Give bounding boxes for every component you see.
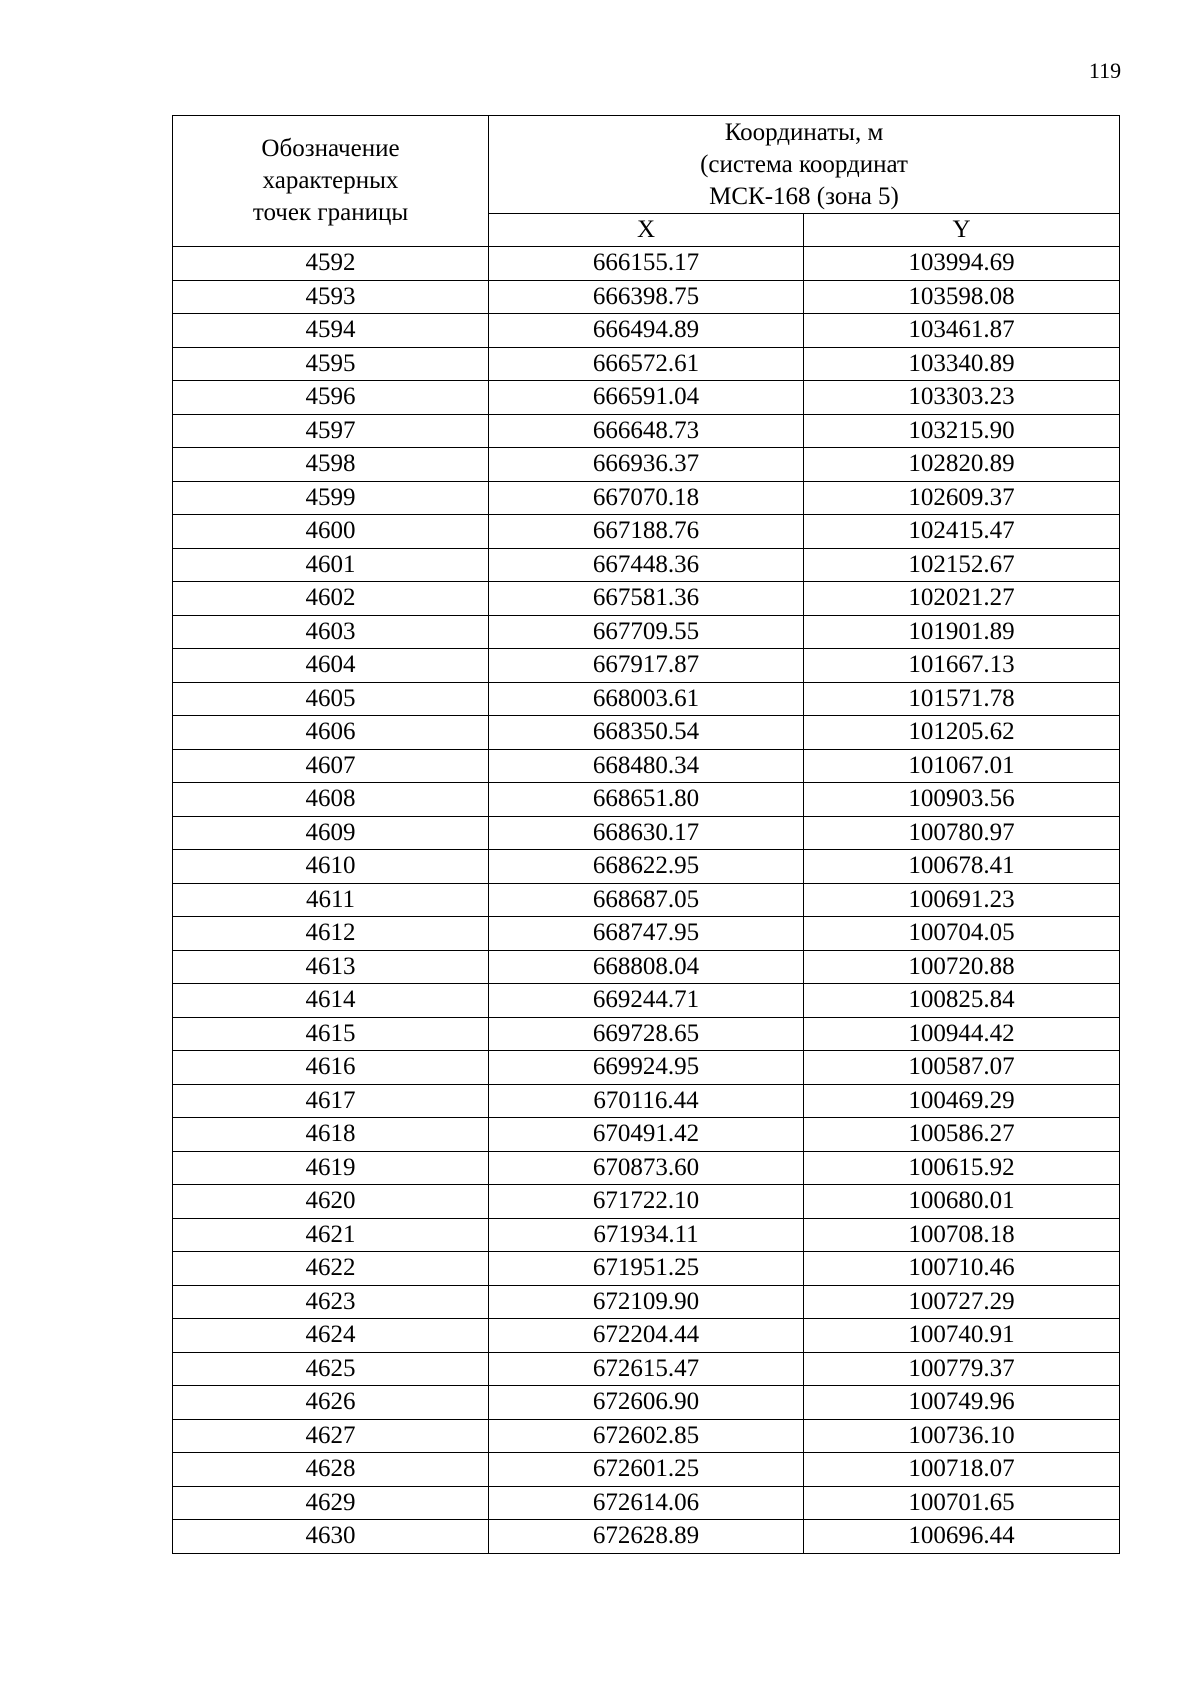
point-cell: 4609 (173, 816, 489, 850)
point-cell: 4598 (173, 448, 489, 482)
table-row (173, 1352, 1120, 1386)
x-coordinate-cell: 668747.95 (489, 917, 804, 951)
y-coordinate-cell: 100680.01 (804, 1185, 1120, 1219)
x-coordinate-cell: 668003.61 (489, 682, 804, 716)
point-cell: 4593 (173, 280, 489, 314)
table-row (173, 1051, 1120, 1085)
point-cell: 4627 (173, 1419, 489, 1453)
x-coordinate-cell: 666648.73 (489, 414, 804, 448)
point-cell: 4601 (173, 548, 489, 582)
y-coordinate-cell: 101901.89 (804, 615, 1120, 649)
y-coordinate-cell: 101667.13 (804, 649, 1120, 683)
x-coordinate-cell: 668622.95 (489, 850, 804, 884)
table-row (173, 1419, 1120, 1453)
x-coordinate-cell: 670116.44 (489, 1084, 804, 1118)
y-coordinate-cell: 100944.42 (804, 1017, 1120, 1051)
table-row (173, 1084, 1120, 1118)
x-coordinate-cell: 667188.76 (489, 515, 804, 549)
x-coordinate-cell: 668480.34 (489, 749, 804, 783)
y-coordinate-cell: 103994.69 (804, 247, 1120, 281)
point-cell: 4603 (173, 615, 489, 649)
table-row (173, 749, 1120, 783)
point-cell: 4604 (173, 649, 489, 683)
table-row (173, 1185, 1120, 1219)
x-coordinate-cell: 670491.42 (489, 1118, 804, 1152)
x-coordinate-cell: 672628.89 (489, 1520, 804, 1554)
x-column-header: X (489, 214, 804, 247)
point-cell: 4619 (173, 1151, 489, 1185)
point-cell: 4607 (173, 749, 489, 783)
table-row (173, 481, 1120, 515)
y-coordinate-cell: 103598.08 (804, 280, 1120, 314)
y-coordinate-cell: 102609.37 (804, 481, 1120, 515)
y-coordinate-cell: 100780.97 (804, 816, 1120, 850)
y-coordinate-cell: 100469.29 (804, 1084, 1120, 1118)
table-row (173, 682, 1120, 716)
y-coordinate-cell: 100720.88 (804, 950, 1120, 984)
coords-header-line-1: Координаты, м (724, 118, 884, 146)
point-header-line-1: Обозначение (261, 135, 400, 162)
point-cell: 4606 (173, 716, 489, 750)
y-coordinate-cell: 102820.89 (804, 448, 1120, 482)
x-coordinate-cell: 666936.37 (489, 448, 804, 482)
x-coordinate-cell: 671722.10 (489, 1185, 804, 1219)
x-coordinate-cell: 666494.89 (489, 314, 804, 348)
point-cell: 4615 (173, 1017, 489, 1051)
x-coordinate-cell: 672601.25 (489, 1453, 804, 1487)
y-coordinate-cell: 100710.46 (804, 1252, 1120, 1286)
y-coordinate-cell: 100736.10 (804, 1419, 1120, 1453)
table-row (173, 984, 1120, 1018)
x-coordinate-cell: 669728.65 (489, 1017, 804, 1051)
x-coordinate-cell: 668687.05 (489, 883, 804, 917)
x-coordinate-cell: 670873.60 (489, 1151, 804, 1185)
y-coordinate-cell: 103303.23 (804, 381, 1120, 415)
point-cell: 4596 (173, 381, 489, 415)
point-cell: 4618 (173, 1118, 489, 1152)
table-row (173, 548, 1120, 582)
table-row (173, 381, 1120, 415)
table-row (173, 816, 1120, 850)
x-coordinate-cell: 667917.87 (489, 649, 804, 683)
y-coordinate-cell: 101067.01 (804, 749, 1120, 783)
table-row (173, 582, 1120, 616)
point-cell: 4613 (173, 950, 489, 984)
point-cell: 4599 (173, 481, 489, 515)
table-row (173, 1386, 1120, 1420)
point-cell: 4597 (173, 414, 489, 448)
x-coordinate-cell: 671934.11 (489, 1218, 804, 1252)
y-coordinate-cell: 100727.29 (804, 1285, 1120, 1319)
point-cell: 4595 (173, 347, 489, 381)
page-number: 119 (1088, 58, 1122, 83)
table-row (173, 347, 1120, 381)
y-coordinate-cell: 100779.37 (804, 1352, 1120, 1386)
x-coordinate-cell: 668350.54 (489, 716, 804, 750)
x-coordinate-cell: 668630.17 (489, 816, 804, 850)
x-coordinate-cell: 666155.17 (489, 247, 804, 281)
x-coordinate-cell: 669924.95 (489, 1051, 804, 1085)
table-row (173, 1319, 1120, 1353)
y-coordinate-cell: 102152.67 (804, 548, 1120, 582)
x-coordinate-cell: 668651.80 (489, 783, 804, 817)
point-cell: 4605 (173, 682, 489, 716)
point-cell: 4620 (173, 1185, 489, 1219)
coordinates-header (489, 116, 1120, 214)
table-row (173, 950, 1120, 984)
x-coordinate-cell: 669244.71 (489, 984, 804, 1018)
table-row (173, 515, 1120, 549)
y-coordinate-cell: 100903.56 (804, 783, 1120, 817)
y-coordinate-cell: 100718.07 (804, 1453, 1120, 1487)
table-row (173, 414, 1120, 448)
y-coordinate-cell: 100704.05 (804, 917, 1120, 951)
point-cell: 4630 (173, 1520, 489, 1554)
y-column-header: Y (804, 214, 1120, 247)
y-coordinate-cell: 101205.62 (804, 716, 1120, 750)
x-coordinate-cell: 672204.44 (489, 1319, 804, 1353)
table-row (173, 280, 1120, 314)
point-cell: 4616 (173, 1051, 489, 1085)
x-coordinate-cell: 667448.36 (489, 548, 804, 582)
table-row (173, 716, 1120, 750)
table-body (173, 247, 1120, 1554)
table-row (173, 1118, 1120, 1152)
point-cell: 4594 (173, 314, 489, 348)
point-cell: 4614 (173, 984, 489, 1018)
point-header-line-2: характерных (262, 167, 399, 194)
table-row (173, 615, 1120, 649)
y-coordinate-cell: 100691.23 (804, 883, 1120, 917)
point-cell: 4612 (173, 917, 489, 951)
y-coordinate-cell: 100586.27 (804, 1118, 1120, 1152)
table-row (173, 1151, 1120, 1185)
point-cell: 4626 (173, 1386, 489, 1420)
coords-header-line-3: МСК-168 (зона 5) (709, 182, 899, 210)
table-row (173, 247, 1120, 281)
table-header (173, 116, 1120, 247)
x-coordinate-cell: 666398.75 (489, 280, 804, 314)
header-row-top (173, 116, 1120, 214)
table-row (173, 850, 1120, 884)
y-coordinate-cell: 100740.91 (804, 1319, 1120, 1353)
y-coordinate-cell: 100615.92 (804, 1151, 1120, 1185)
x-coordinate-cell: 666591.04 (489, 381, 804, 415)
x-coordinate-cell: 672614.06 (489, 1486, 804, 1520)
x-coordinate-cell: 667709.55 (489, 615, 804, 649)
y-coordinate-cell: 100708.18 (804, 1218, 1120, 1252)
table-row (173, 1453, 1120, 1487)
x-coordinate-cell: 672109.90 (489, 1285, 804, 1319)
table-row (173, 1218, 1120, 1252)
point-cell: 4628 (173, 1453, 489, 1487)
point-cell: 4592 (173, 247, 489, 281)
table-row (173, 1017, 1120, 1051)
point-cell: 4624 (173, 1319, 489, 1353)
point-cell: 4608 (173, 783, 489, 817)
table-row (173, 783, 1120, 817)
point-cell: 4629 (173, 1486, 489, 1520)
table-row (173, 1520, 1120, 1554)
table-row (173, 917, 1120, 951)
point-cell: 4611 (173, 883, 489, 917)
point-cell: 4600 (173, 515, 489, 549)
point-cell: 4610 (173, 850, 489, 884)
x-coordinate-cell: 668808.04 (489, 950, 804, 984)
point-cell: 4602 (173, 582, 489, 616)
table-row (173, 314, 1120, 348)
x-coordinate-cell: 667581.36 (489, 582, 804, 616)
table-row (173, 649, 1120, 683)
x-coordinate-cell: 666572.61 (489, 347, 804, 381)
coords-header-line-2: (система координат (700, 150, 908, 178)
y-coordinate-cell: 100696.44 (804, 1520, 1120, 1554)
point-cell: 4622 (173, 1252, 489, 1286)
point-cell: 4625 (173, 1352, 489, 1386)
y-coordinate-cell: 102415.47 (804, 515, 1120, 549)
x-coordinate-cell: 672606.90 (489, 1386, 804, 1420)
y-coordinate-cell: 103461.87 (804, 314, 1120, 348)
table-row (173, 883, 1120, 917)
y-coordinate-cell: 103340.89 (804, 347, 1120, 381)
table-row (173, 448, 1120, 482)
point-header-line-3: точек границы (252, 199, 409, 226)
y-coordinate-cell: 100678.41 (804, 850, 1120, 884)
table-row (173, 1285, 1120, 1319)
y-coordinate-cell: 102021.27 (804, 582, 1120, 616)
x-coordinate-cell: 667070.18 (489, 481, 804, 515)
table-row (173, 1252, 1120, 1286)
point-cell: 4623 (173, 1285, 489, 1319)
coordinates-table (172, 115, 1120, 1554)
y-coordinate-cell: 100587.07 (804, 1051, 1120, 1085)
x-coordinate-cell: 672602.85 (489, 1419, 804, 1453)
x-coordinate-cell: 671951.25 (489, 1252, 804, 1286)
point-cell: 4621 (173, 1218, 489, 1252)
x-coordinate-cell: 672615.47 (489, 1352, 804, 1386)
y-coordinate-cell: 100825.84 (804, 984, 1120, 1018)
y-coordinate-cell: 100749.96 (804, 1386, 1120, 1420)
y-coordinate-cell: 101571.78 (804, 682, 1120, 716)
table-row (173, 1486, 1120, 1520)
point-cell: 4617 (173, 1084, 489, 1118)
point-designation-header (173, 116, 489, 247)
y-coordinate-cell: 103215.90 (804, 414, 1120, 448)
y-coordinate-cell: 100701.65 (804, 1486, 1120, 1520)
